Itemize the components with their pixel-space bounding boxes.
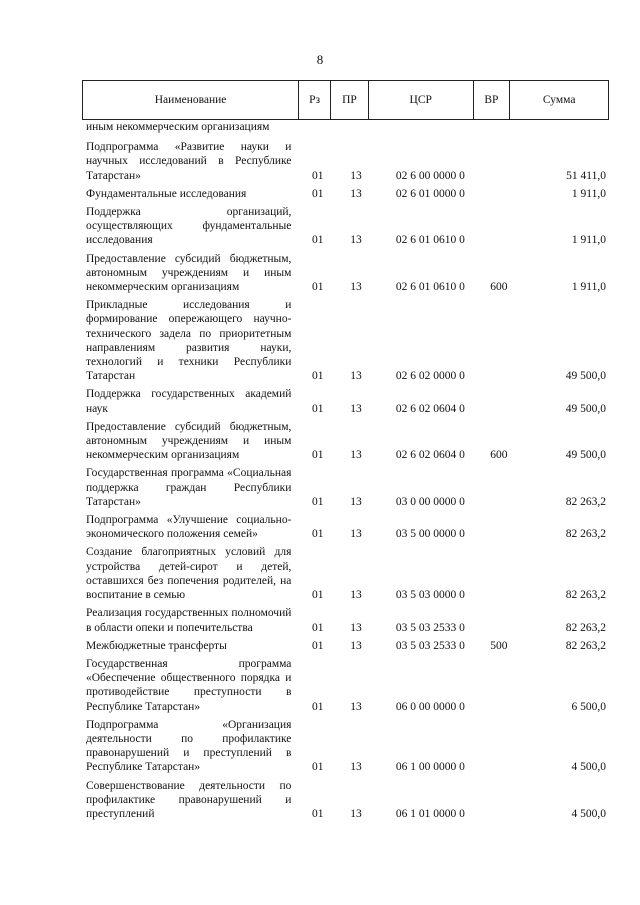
row-sum: 49 500,0 (565, 402, 606, 415)
row-sum: 6 500,0 (571, 700, 606, 713)
row-csr: 03 5 00 0000 0 (395, 528, 465, 541)
row-csr: 03 0 00 0000 0 (395, 495, 465, 508)
row-pr: 13 (350, 621, 362, 634)
row-vr: 500 (490, 639, 508, 652)
row-pr: 13 (350, 761, 362, 774)
row-csr: 02 6 01 0610 0 (395, 234, 465, 247)
row-pr: 13 (350, 187, 362, 200)
table-row (86, 298, 606, 383)
row-name: Реализация государственных полномочий в области опеки и попечительства (86, 607, 292, 634)
table-row (86, 205, 606, 248)
row-pr: 13 (350, 495, 362, 508)
table-row (86, 779, 606, 822)
table-row (86, 466, 606, 509)
row-name: Межбюджетные трансферты (86, 639, 227, 652)
row-rz: 01 (311, 187, 324, 200)
row-sum: 1 911,0 (571, 234, 606, 247)
row-rz: 01 (311, 700, 324, 713)
row-vr: 600 (490, 449, 508, 462)
row-name: Подпрограмма «Организация деятельности по профилактике правонарушений и преступлений в Республике Татарстан» (86, 718, 292, 774)
row-sum: 82 263,2 (565, 528, 606, 541)
row-pr: 13 (350, 234, 362, 247)
row-pr: 13 (350, 370, 362, 383)
row-csr: 06 1 00 0000 0 (395, 761, 465, 774)
row-pr: 13 (350, 528, 362, 541)
table-header (82, 80, 609, 120)
page-number: 8 (316, 52, 324, 67)
row-name: Государственная программа «Социальная поддержка граждан Республики Татарстан» (86, 467, 292, 508)
header-sum: Сумма (542, 94, 576, 106)
row-pr: 13 (350, 807, 362, 820)
header-rz: Рз (299, 81, 331, 119)
row-csr: 06 1 01 0000 0 (395, 807, 465, 820)
row-name: Поддержка государственных академий наук (86, 388, 292, 415)
table-row (86, 252, 606, 295)
row-csr: 03 5 03 2533 0 (395, 639, 465, 652)
row-pr: 13 (350, 700, 362, 713)
row-csr: 02 6 02 0604 0 (395, 402, 465, 415)
row-pr: 13 (350, 639, 362, 652)
row-sum: 82 263,2 (565, 495, 606, 508)
row-name: Прикладные исследования и формирование опережающего научно-технического задела по приоритетным направлениям развития науки, технологий и техники Республики Татарстан (86, 299, 292, 383)
row-name: Фундаментальные исследования (86, 187, 247, 200)
row-rz: 01 (311, 370, 324, 383)
row-name: иным некоммерческим организациям (86, 121, 270, 133)
row-sum: 1 911,0 (571, 281, 606, 294)
row-sum: 82 263,2 (565, 639, 606, 652)
table-row (86, 513, 606, 541)
row-sum: 49 500,0 (565, 449, 606, 462)
header-csr: ЦСР (369, 81, 474, 119)
table-row (86, 187, 606, 201)
row-pr: 13 (350, 169, 362, 182)
table-row (86, 420, 606, 463)
row-name: Создание благоприятных условий для устройства детей-сирот и детей, оставшихся без попечения родителей, на воспитание в семью (86, 546, 292, 602)
row-rz: 01 (311, 589, 324, 602)
row-name: Подпрограмма «Улучшение социально-экономического положения семей» (86, 514, 292, 541)
row-csr: 02 6 02 0604 0 (395, 449, 465, 462)
row-name: Государственная программа «Обеспечение общественного порядка и противодействие преступности в Республике Татарстан» (86, 657, 292, 713)
row-sum: 51 411,0 (566, 169, 606, 182)
row-csr: 06 0 00 0000 0 (395, 700, 465, 713)
table-row (86, 657, 606, 714)
table-row (86, 606, 606, 634)
row-rz: 01 (311, 621, 324, 634)
row-csr: 03 5 03 2533 0 (395, 621, 465, 634)
row-pr: 13 (350, 281, 362, 294)
row-rz: 01 (311, 169, 324, 182)
row-pr: 13 (350, 589, 362, 602)
row-name: Поддержка организаций, осуществляющих фундаментальные исследования (86, 206, 292, 247)
row-rz: 01 (311, 761, 324, 774)
row-rz: 01 (311, 528, 324, 541)
row-vr: 600 (490, 281, 508, 294)
table-row (86, 120, 606, 134)
row-rz: 01 (311, 495, 324, 508)
row-sum: 82 263,2 (565, 589, 606, 602)
header-pr: ПР (331, 81, 369, 119)
row-rz: 01 (311, 449, 324, 462)
table-row (86, 387, 606, 415)
row-rz: 01 (311, 234, 324, 247)
row-name: Предоставление субсидий бюджетным, автономным учреждениям и иным некоммерческим организациям (86, 420, 292, 462)
row-rz: 01 (311, 402, 324, 415)
row-rz: 01 (311, 639, 324, 652)
row-pr: 13 (350, 449, 362, 462)
row-csr: 03 5 03 0000 0 (395, 589, 465, 602)
row-rz: 01 (311, 281, 324, 294)
row-csr: 02 6 01 0000 0 (395, 187, 465, 200)
row-sum: 82 263,2 (565, 621, 606, 634)
row-sum: 49 500,0 (565, 370, 606, 383)
header-vr: ВР (474, 81, 511, 119)
row-sum: 4 500,0 (571, 761, 606, 774)
header-name: Наименование (83, 81, 299, 119)
table-row (86, 140, 606, 183)
row-name: Совершенствование деятельности по профилактике правонарушений и преступлений (86, 779, 292, 820)
row-csr: 02 6 00 0000 0 (395, 169, 465, 182)
row-csr: 02 6 01 0610 0 (395, 281, 465, 294)
row-pr: 13 (350, 402, 362, 415)
row-name: Предоставление субсидий бюджетным, автономным учреждениям и иным некоммерческим организациям (86, 252, 292, 294)
row-rz: 01 (311, 807, 324, 820)
table-row (86, 545, 606, 602)
table-row (86, 718, 606, 775)
row-sum: 4 500,0 (571, 807, 606, 820)
table-body (86, 120, 606, 825)
row-name: Подпрограмма «Развитие науки и научных исследований в Республике Татарстан» (86, 141, 292, 182)
row-sum: 1 911,0 (571, 187, 606, 200)
row-csr: 02 6 02 0000 0 (395, 370, 465, 383)
table-row (86, 639, 606, 653)
